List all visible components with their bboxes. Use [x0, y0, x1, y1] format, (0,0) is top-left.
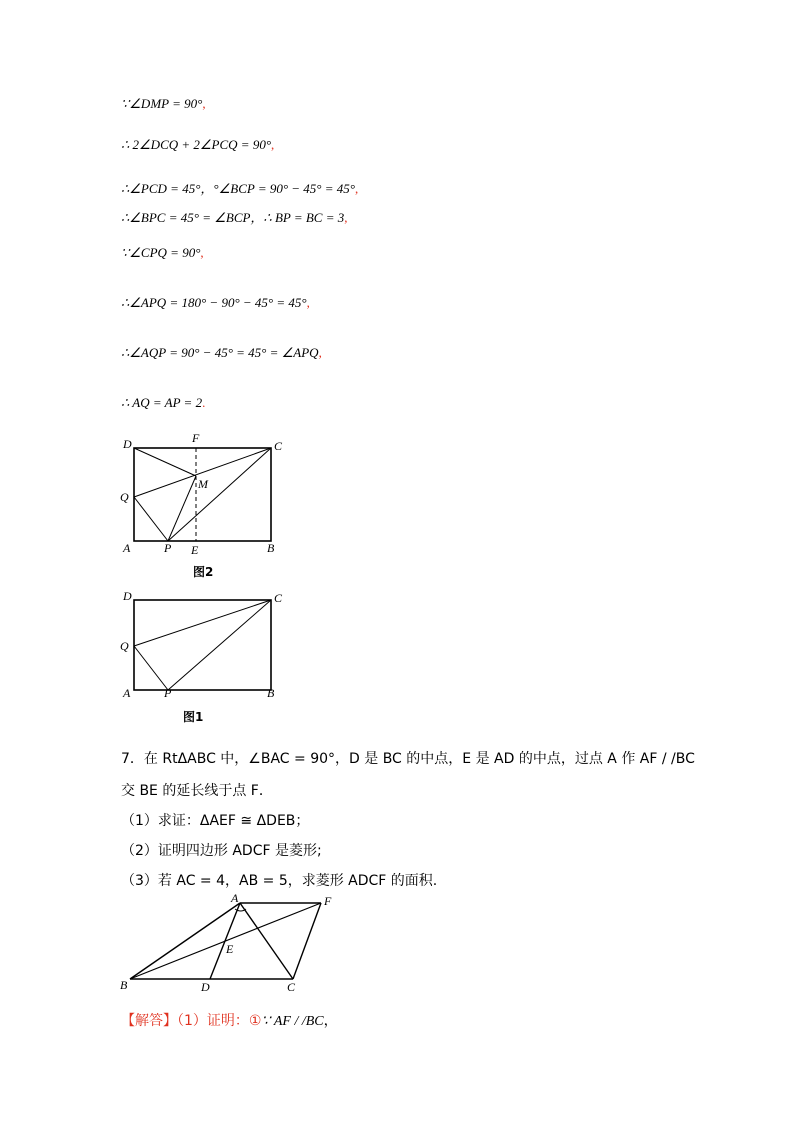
- label-p: P: [164, 686, 172, 700]
- step-1: [121, 96, 206, 112]
- step-5-mark: ,: [200, 245, 204, 260]
- step-6-mark: ,: [306, 295, 310, 310]
- step-1-text: ∵∠DMP = 90°: [121, 96, 203, 111]
- step-4-text: ∴∠BPC = 45° = ∠BCP，∴ BP = BC = 3: [121, 210, 345, 225]
- rectangle-abcd: [134, 448, 271, 541]
- problem-7-part-3: （3）若 AC = 4，AB = 5，求菱形 ADCF 的面积.: [121, 873, 438, 889]
- step-7-text: ∴∠AQP = 90° − 45° = 45° = ∠APQ: [121, 345, 319, 360]
- segment-pc: [168, 600, 271, 690]
- step-2-mark: ,: [271, 137, 275, 152]
- segment-qp: [134, 497, 168, 541]
- rectangle-abcd: [134, 600, 271, 690]
- label-a: A: [123, 541, 131, 555]
- step-2: [121, 137, 274, 153]
- label-f: F: [324, 894, 332, 908]
- segment-fc: [293, 903, 321, 979]
- answer-line: [121, 1010, 338, 1030]
- step-5-text: ∵∠CPQ = 90°: [121, 245, 201, 260]
- label-a: A: [231, 891, 239, 905]
- label-c: C: [274, 591, 283, 605]
- segment-ac: [240, 903, 293, 979]
- step-1-mark: ,: [202, 96, 206, 111]
- label-c: C: [274, 439, 283, 453]
- label-p: P: [164, 541, 172, 555]
- segment-qp: [134, 646, 168, 690]
- step-6: [121, 295, 310, 311]
- label-q: Q: [120, 639, 129, 653]
- label-q: Q: [120, 490, 129, 504]
- figure-3-diagram: [115, 893, 345, 993]
- step-4-mark: ,: [344, 210, 348, 225]
- step-5: [121, 245, 204, 261]
- segment-ba: [130, 903, 240, 979]
- label-d: D: [123, 437, 132, 451]
- step-7: [121, 345, 322, 361]
- label-b: B: [267, 686, 275, 700]
- step-8-mark: .: [202, 395, 206, 410]
- segment-pc: [168, 448, 271, 541]
- answer-math: ∵ AF / /BC: [261, 1014, 324, 1029]
- step-8-text: ∴ AQ = AP = 2: [121, 395, 203, 410]
- label-a: A: [123, 686, 131, 700]
- step-7-mark: ,: [318, 345, 322, 360]
- step-6-text: ∴∠APQ = 180° − 90° − 45° = 45°: [121, 295, 307, 310]
- problem-7-line-1: 7．在 RtΔABC 中，∠BAC = 90°，D 是 BC 的中点，E 是 AD 的中点，过点 A 作 AF / /BC: [121, 751, 695, 767]
- problem-7-part-1: （1）求证：ΔAEF ≅ ΔDEB；: [121, 813, 310, 829]
- segment-dm: [134, 448, 196, 476]
- segment-pm: [168, 476, 196, 541]
- segment-qc: [134, 600, 271, 646]
- step-4: [121, 207, 348, 226]
- problem-7-line-2: 交 BE 的延长线于点 F．: [121, 783, 273, 799]
- label-c: C: [287, 980, 296, 994]
- label-e: E: [226, 942, 234, 956]
- step-3-text: ∴∠PCD = 45°，°∠BCP = 90° − 45° = 45°: [121, 181, 355, 196]
- label-d: D: [201, 980, 210, 994]
- label-b: B: [267, 541, 275, 555]
- label-b: B: [120, 978, 128, 992]
- answer-text: （1）证明：①: [177, 1013, 262, 1029]
- figure-2-diagram: [115, 428, 295, 558]
- segment-bf: [130, 903, 321, 979]
- problem-7-part-2: （2）证明四边形 ADCF 是菱形;: [121, 843, 322, 859]
- label-m: M: [198, 477, 208, 491]
- figure-1-caption: 图1: [183, 710, 204, 724]
- answer-end: ，: [323, 1013, 338, 1029]
- label-e: E: [191, 543, 199, 557]
- figure-2-caption: 图2: [193, 565, 214, 579]
- label-f: F: [192, 431, 200, 445]
- step-3-mark: ,: [354, 181, 359, 196]
- answer-tag: 【解答】: [121, 1013, 177, 1029]
- figure-1-diagram: [115, 584, 295, 704]
- step-8: [121, 395, 205, 411]
- step-3: [121, 178, 358, 197]
- label-d: D: [123, 589, 132, 603]
- step-2-text: ∴ 2∠DCQ + 2∠PCQ = 90°: [121, 137, 272, 152]
